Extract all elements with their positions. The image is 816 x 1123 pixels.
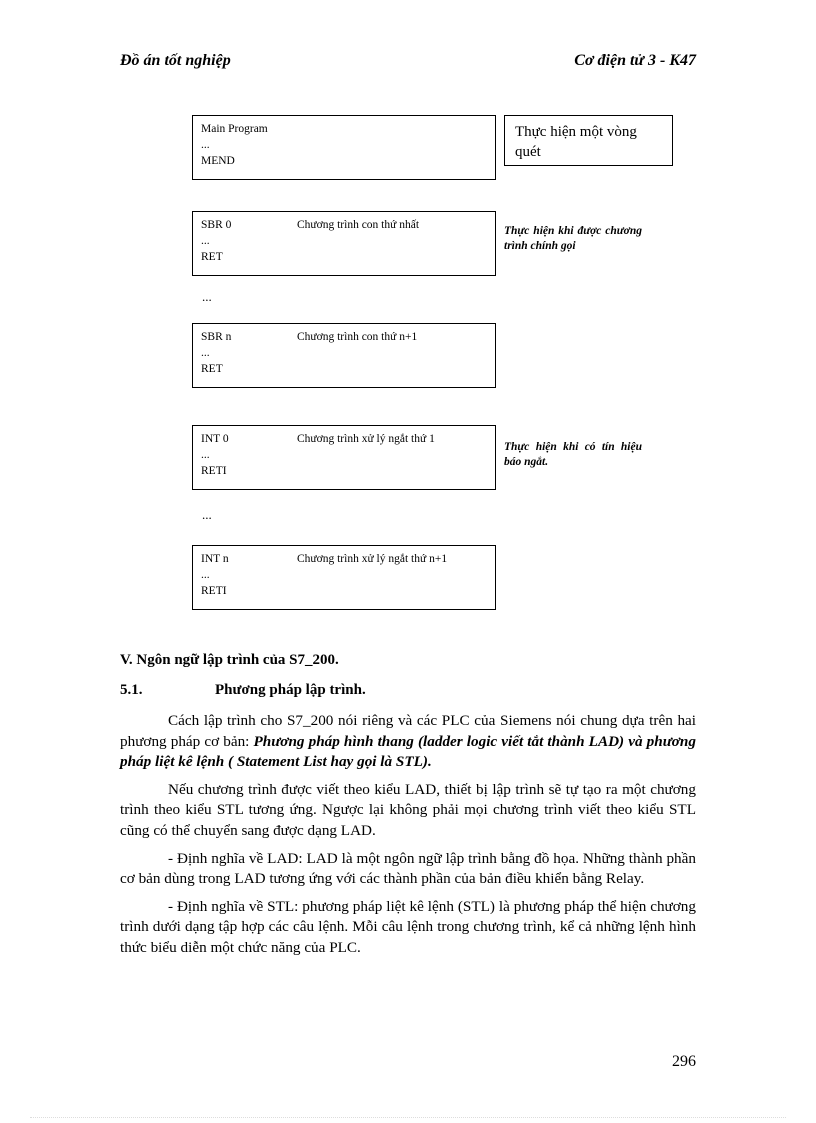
- int0-end: RETI: [201, 465, 227, 477]
- int0-name: INT 0: [201, 433, 229, 445]
- paragraph-1-text: Cách lập trình cho S7_200 nói riêng và các PLC của Siemens nói chung dựa trên hai phương pháp cơ bản:: [120, 712, 696, 750]
- ellipsis-subroutines: ...: [202, 289, 212, 304]
- sbrn-desc: Chương trình con thứ n+1: [297, 331, 418, 343]
- int0-desc: Chương trình xử lý ngắt thứ 1: [297, 433, 435, 445]
- body-text: [120, 711, 696, 959]
- sbrn-end: RET: [201, 363, 223, 375]
- paragraph-4: - Định nghĩa về STL: phương pháp liệt kê lệnh (STL) là phương pháp thể hiện chương trình dưới dạng tập hợp các câu lệnh. Mỗi câu lệnh trong chương trình, kể cả những lệnh hình thức biểu diễn một chức năng của PLC.: [120, 897, 696, 956]
- main-program-box: [192, 115, 496, 180]
- paragraph-3: - Định nghĩa về LAD: LAD là một ngôn ngữ lập trình bằng đồ họa. Những thành phần cơ bản dùng trong LAD tương ứng với các thành phần của bản điều khiển bằng Relay.: [120, 849, 696, 888]
- intn-desc: Chương trình xử lý ngắt thứ n+1: [297, 553, 448, 565]
- sbrn-name: SBR n: [201, 331, 232, 343]
- main-program-dots: ...: [201, 139, 210, 151]
- intn-box: [192, 545, 496, 610]
- subsection-number: 5.1.: [120, 682, 143, 698]
- intn-name: INT n: [201, 553, 229, 565]
- main-note-box: [504, 115, 673, 166]
- ellipsis-interrupts: ...: [202, 507, 212, 522]
- int0-dots: ...: [201, 449, 210, 461]
- page-number: 296: [672, 1053, 696, 1070]
- paragraph-1-emphasis: Phương pháp hình thang (ladder logic viết tắt thành LAD) và phương pháp liệt kê lệnh ( Statement List hay gọi là STL).: [120, 732, 696, 771]
- header-left: Đồ án tốt nghiệp: [120, 52, 231, 69]
- sbr-note: Thực hiện khi được chương trình chính gọi: [504, 225, 642, 252]
- sbr0-desc: Chương trình con thứ nhất: [297, 219, 420, 231]
- header-right: Cơ điện tử 3 - K47: [574, 52, 696, 69]
- intn-end: RETI: [201, 585, 227, 597]
- sbrn-box: [192, 323, 496, 388]
- main-program-end: MEND: [201, 155, 235, 167]
- int-note: Thực hiện khi có tín hiệu báo ngắt.: [504, 441, 642, 468]
- page-edge-divider: [30, 1117, 786, 1118]
- int0-box: [192, 425, 496, 490]
- subsection-title: Phương pháp lập trình.: [215, 682, 366, 698]
- sbrn-dots: ...: [201, 347, 210, 359]
- sbr0-box: [192, 211, 496, 276]
- main-program-label: Main Program: [201, 123, 268, 135]
- sbr0-end: RET: [201, 251, 223, 263]
- sbr0-name: SBR 0: [201, 219, 232, 231]
- sbr0-dots: ...: [201, 235, 210, 247]
- main-note-text: Thực hiện một vòng quét: [515, 124, 637, 160]
- intn-dots: ...: [201, 569, 210, 581]
- section-title: V. Ngôn ngữ lập trình của S7_200.: [120, 652, 339, 668]
- paragraph-1: [120, 711, 696, 773]
- paragraph-2: Nếu chương trình được viết theo kiểu LAD, thiết bị lập trình sẽ tự tạo ra một chương trình theo kiểu STL tương ứng. Ngược lại không phải mọi chương trình viết theo kiểu STL cũng có thể chuyển sang được dạng LAD.: [120, 780, 696, 839]
